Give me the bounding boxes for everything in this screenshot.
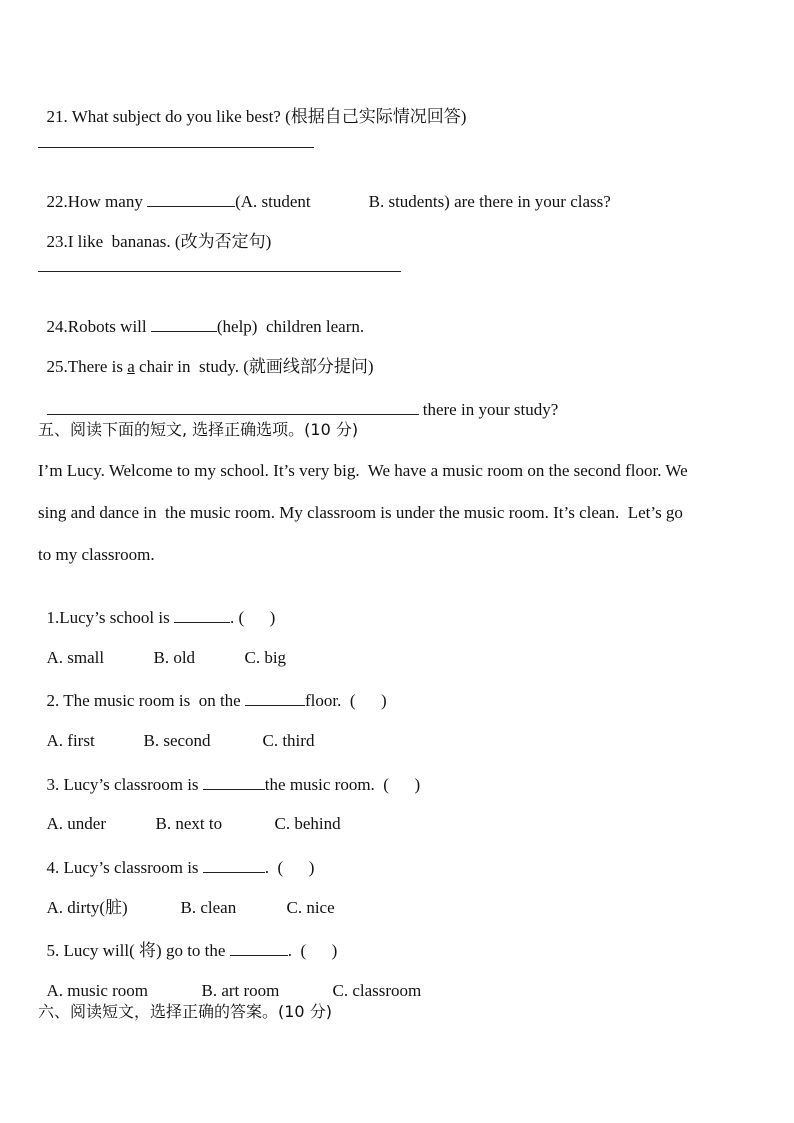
option-5b[interactable]: B. art room [201, 981, 280, 1000]
option-4a[interactable]: A. dirty(脏) [46, 898, 128, 917]
question-22 [38, 170, 611, 212]
question-24-prefix: 24.Robots will [46, 317, 151, 336]
reading-question-4-stem: 4. Lucy’s classroom is [46, 858, 203, 877]
reading-blank-5[interactable] [230, 939, 288, 956]
reading-options-1 [38, 628, 286, 668]
question-25-suffix: chair in study. (就画线部分提问) [134, 357, 374, 376]
answer-line-21[interactable] [38, 147, 314, 148]
question-25-answer-suffix: there in your study? [418, 400, 559, 419]
question-22-option-b: B. students) are there in your class? [368, 192, 611, 211]
reading-question-3-bracket: the music room. ( ) [264, 775, 421, 794]
reading-options-2 [38, 711, 314, 751]
blank-25[interactable] [47, 398, 419, 415]
reading-question-4 [38, 836, 314, 878]
option-2a[interactable]: A. first [46, 731, 95, 750]
question-25 [38, 337, 374, 377]
question-23-text: 23.I like bananas. (改为否定句) [46, 232, 272, 251]
question-21 [38, 87, 466, 127]
question-25-answer [38, 378, 558, 420]
reading-options-3 [38, 794, 341, 834]
section-5-heading: 五、阅读下面的短文, 选择正确选项。(10 分) [38, 420, 359, 439]
question-24 [38, 295, 364, 337]
passage-line-2: sing and dance in the music room. My classroom is under the music room. It’s clean. Let’s go [38, 503, 683, 522]
reading-question-5-bracket: . ( ) [287, 941, 338, 960]
passage-line-1: I’m Lucy. Welcome to my school. It’s very big. We have a music room on the second floor. We [38, 461, 688, 480]
question-21-text: What subject do you like best? (根据自己实际情况回答) [67, 107, 467, 126]
option-5c[interactable]: C. classroom [332, 981, 422, 1000]
reading-question-3-stem: 3. Lucy’s classroom is [46, 775, 203, 794]
reading-question-3 [38, 753, 420, 795]
reading-question-1-stem: 1.Lucy’s school is [46, 608, 174, 627]
option-3a[interactable]: A. under [46, 814, 106, 833]
question-23 [38, 212, 271, 252]
question-21-number: 21. [46, 107, 68, 126]
option-1c[interactable]: C. big [244, 648, 287, 667]
reading-blank-2[interactable] [245, 689, 305, 706]
option-4c[interactable]: C. nice [286, 898, 335, 917]
option-4b[interactable]: B. clean [180, 898, 237, 917]
option-3c[interactable]: C. behind [274, 814, 341, 833]
reading-blank-4[interactable] [203, 856, 265, 873]
answer-line-23[interactable] [38, 271, 401, 272]
reading-question-2-stem: 2. The music room is on the [46, 691, 245, 710]
reading-options-4 [38, 878, 335, 918]
reading-question-2-bracket: floor. ( ) [304, 691, 387, 710]
reading-blank-3[interactable] [203, 773, 265, 790]
blank-22[interactable] [147, 190, 235, 207]
reading-question-5-stem: 5. Lucy will( 将) go to the [46, 941, 230, 960]
reading-question-4-bracket: . ( ) [264, 858, 315, 877]
reading-blank-1[interactable] [174, 606, 230, 623]
option-5a[interactable]: A. music room [46, 981, 149, 1000]
question-22-option-a: (A. student [235, 192, 311, 211]
question-25-underlined: a [127, 357, 135, 376]
reading-question-5 [38, 919, 337, 961]
option-2c[interactable]: C. third [262, 731, 315, 750]
option-2b[interactable]: B. second [143, 731, 211, 750]
reading-question-1 [38, 586, 275, 628]
reading-options-5 [38, 961, 421, 1001]
blank-24[interactable] [151, 315, 217, 332]
question-24-suffix: (help) children learn. [216, 317, 365, 336]
passage-line-3: to my classroom. [38, 545, 155, 564]
question-22-prefix: 22.How many [46, 192, 148, 211]
section-6-heading: 六、阅读短文，选择正确的答案。(10 分) [38, 1002, 332, 1021]
option-3b[interactable]: B. next to [155, 814, 223, 833]
reading-question-1-bracket: . ( ) [230, 608, 276, 627]
reading-question-2 [38, 669, 387, 711]
option-1b[interactable]: B. old [153, 648, 196, 667]
question-25-prefix: 25.There is [46, 357, 128, 376]
option-1a[interactable]: A. small [46, 648, 105, 667]
